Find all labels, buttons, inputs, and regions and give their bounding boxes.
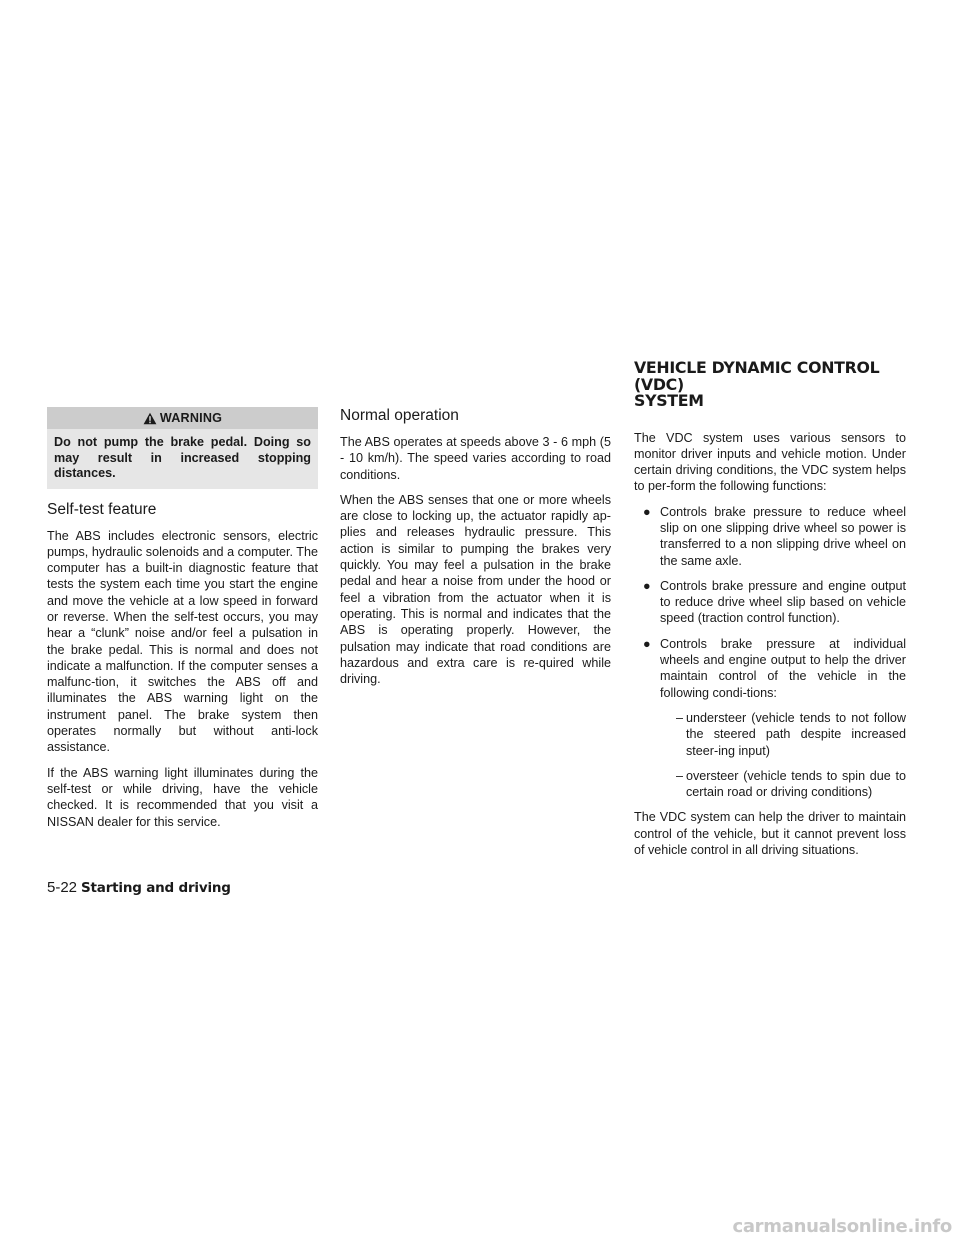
warning-text: Do not pump the brake pedal. Doing so may result in increased stopping distances. [54, 435, 311, 480]
list-item-text: Controls brake pressure to reduce wheel slip on one slipping drive wheel so power is transferred to a non slipping drive wheel on the same axle. [660, 504, 906, 568]
self-test-paragraph: The ABS includes electronic sensors, electric pumps, hydraulic solenoids and a computer. The computer has a built-in diagnostic feature that tests the system each time you start the engine and move the vehicle at a low speed in forward or reverse. When the self-test occurs, you may hear a “clunk” noise and/or feel a pulsation in the brake pedal. This is normal and does not indicate a malfunction. If the computer senses a malfunc-tion, it switches the ABS off and illuminates the ABS warning light on the instrument panel. The brake system then operates normally but without anti-lock assistance. [47, 528, 318, 755]
normal-operation-heading: Normal operation [340, 407, 459, 424]
list-item-text: oversteer (vehicle tends to spin due to certain road or driving conditions) [686, 768, 906, 800]
warning-box [47, 407, 318, 489]
warning-header [47, 407, 318, 429]
list-item [660, 768, 906, 801]
self-test-paragraph: If the ABS warning light illuminates during the self-test or while driving, have the vehicle checked. It is recommended that you visit a NISSAN dealer for this service. [47, 765, 318, 829]
dash-icon: – [676, 710, 684, 725]
right-column [634, 360, 906, 867]
list-item-text: Controls brake pressure and engine output to reduce drive wheel slip based on vehicle speed (traction control function). [660, 578, 906, 626]
normal-operation-paragraph: When the ABS senses that one or more wheels are close to locking up, the actuator rapidly ap-plies and releases hydraulic pressure. This action is similar to pumping the brakes very quickly. You may feel a pulsation in the brake pedal and hear a noise from under the hood or feel a vibration from the actuator when it is operating. This is normal and indicates that the ABS is operating properly. However, the pulsation may indicate that road conditions are hazardous and extra care is re-quired while driving. [340, 492, 611, 687]
list-item-text: Controls brake pressure at individual wheels and engine output to help the driver maintain control of the vehicle in the following condi-tions: [660, 636, 906, 700]
list-item-text: understeer (vehicle tends to not follow the steered path despite increased steer-ing input) [686, 710, 906, 758]
list-item [634, 504, 906, 569]
warning-triangle-icon [143, 412, 157, 425]
left-column [47, 407, 318, 839]
vdc-closing-paragraph: The VDC system can help the driver to maintain control of the vehicle, but it cannot prevent loss of vehicle control in all driving situations. [634, 810, 906, 858]
vdc-intro-paragraph: The VDC system uses various sensors to monitor driver inputs and vehicle motion. Under certain driving conditions, the VDC system helps to per-form the following functions: [634, 430, 906, 494]
self-test-heading: Self-test feature [47, 500, 157, 518]
chapter-title: Starting and driving [81, 880, 231, 896]
list-item [634, 578, 906, 627]
vdc-function-list [634, 504, 906, 801]
bullet-icon: ● [643, 578, 651, 593]
bullet-icon: ● [643, 504, 651, 519]
normal-operation-paragraph: The ABS operates at speeds above 3 - 6 mph (5 - 10 km/h). The speed varies according to road conditions. [340, 435, 611, 482]
page-number: 5-22 [47, 879, 78, 896]
watermark: carmanualsonline.info [732, 1216, 952, 1237]
vdc-condition-list [660, 710, 906, 800]
bullet-icon: ● [643, 636, 651, 651]
warning-title: WARNING [159, 410, 223, 425]
vdc-section-heading [634, 360, 906, 410]
dash-icon: – [676, 768, 684, 783]
list-item [660, 710, 906, 759]
list-item [634, 636, 906, 801]
middle-column [340, 406, 611, 696]
vdc-heading-line: VEHICLE DYNAMIC CONTROL (VDC) [634, 358, 880, 394]
vdc-heading-line: SYSTEM [634, 391, 704, 410]
page-footer [47, 879, 231, 897]
